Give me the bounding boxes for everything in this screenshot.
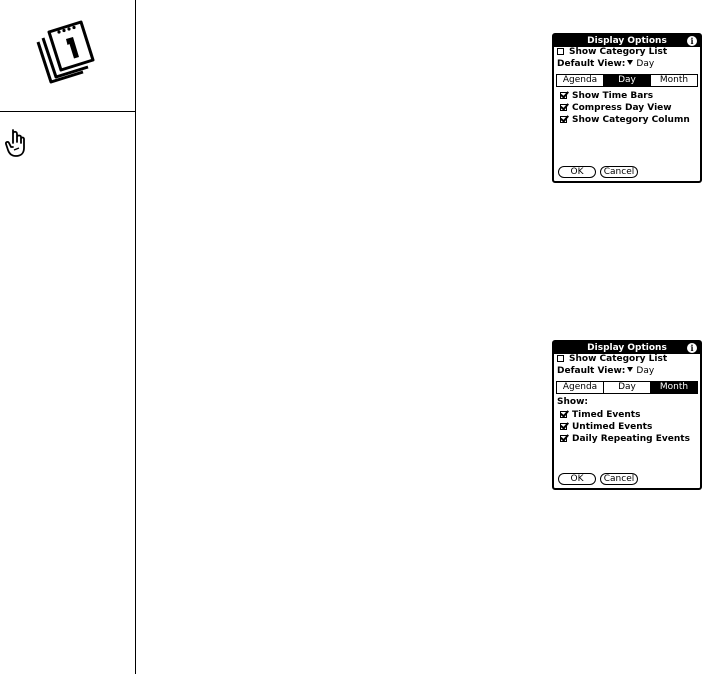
default-view-row bbox=[557, 366, 654, 377]
option-daily-repeating-events[interactable] bbox=[560, 434, 690, 445]
default-view-picker[interactable] bbox=[625, 366, 654, 376]
option-label: Show Time Bars bbox=[572, 91, 654, 101]
info-icon[interactable]: i bbox=[687, 36, 697, 46]
default-view-label: Default View: bbox=[557, 366, 626, 376]
tab-day[interactable]: Day bbox=[604, 75, 651, 86]
display-options-dialog-day bbox=[552, 33, 702, 183]
display-options-dialog-month bbox=[552, 340, 702, 490]
option-label: Daily Repeating Events bbox=[572, 434, 690, 444]
show-category-list-option[interactable] bbox=[557, 354, 667, 365]
option-compress-day-view[interactable] bbox=[560, 103, 672, 114]
show-label: Show: bbox=[557, 397, 588, 407]
tab-agenda[interactable]: Agenda bbox=[557, 382, 604, 393]
default-view-value: Day bbox=[636, 366, 655, 376]
calendar-app-icon bbox=[33, 20, 97, 92]
option-label: Timed Events bbox=[572, 410, 641, 420]
option-show-time-bars[interactable] bbox=[560, 91, 653, 102]
show-category-column-checkbox[interactable] bbox=[560, 116, 567, 123]
show-time-bars-checkbox[interactable] bbox=[560, 92, 567, 99]
tip-hand-icon bbox=[4, 128, 28, 158]
show-category-list-label: Show Category List bbox=[569, 47, 668, 57]
ok-button[interactable]: OK bbox=[558, 473, 596, 485]
info-icon[interactable]: i bbox=[687, 343, 697, 353]
daily-repeating-events-checkbox[interactable] bbox=[560, 435, 567, 442]
default-view-picker[interactable] bbox=[625, 59, 654, 69]
default-view-row bbox=[557, 59, 654, 70]
option-untimed-events[interactable] bbox=[560, 422, 652, 433]
tab-day[interactable]: Day bbox=[604, 382, 651, 393]
show-category-list-checkbox[interactable] bbox=[557, 48, 564, 55]
tab-month[interactable]: Month bbox=[651, 382, 697, 393]
dropdown-triangle-icon bbox=[627, 367, 633, 372]
show-category-list-checkbox[interactable] bbox=[557, 355, 564, 362]
cancel-button[interactable]: Cancel bbox=[600, 473, 638, 485]
option-timed-events[interactable] bbox=[560, 410, 640, 421]
show-category-list-label: Show Category List bbox=[569, 354, 668, 364]
dialog-title: Display Options bbox=[587, 36, 667, 46]
dropdown-triangle-icon bbox=[627, 60, 633, 65]
dialog-title-bar bbox=[554, 342, 700, 354]
view-tab-selector bbox=[556, 381, 698, 394]
view-tab-selector bbox=[556, 74, 698, 87]
option-label: Compress Day View bbox=[572, 103, 672, 113]
dialog-title-bar bbox=[554, 35, 700, 47]
untimed-events-checkbox[interactable] bbox=[560, 423, 567, 430]
show-category-list-option[interactable] bbox=[557, 47, 667, 58]
option-label: Show Category Column bbox=[572, 115, 690, 125]
timed-events-checkbox[interactable] bbox=[560, 411, 567, 418]
option-show-category-column[interactable] bbox=[560, 115, 690, 126]
margin-divider bbox=[0, 111, 135, 112]
dialog-title: Display Options bbox=[587, 343, 667, 353]
margin-column bbox=[0, 0, 136, 674]
cancel-button[interactable]: Cancel bbox=[600, 166, 638, 178]
ok-button[interactable]: OK bbox=[558, 166, 596, 178]
tab-month[interactable]: Month bbox=[659, 75, 689, 85]
default-view-value: Day bbox=[636, 59, 655, 69]
default-view-label: Default View: bbox=[557, 59, 626, 69]
tab-agenda[interactable]: Agenda bbox=[557, 75, 604, 86]
option-label: Untimed Events bbox=[572, 422, 653, 432]
compress-day-view-checkbox[interactable] bbox=[560, 104, 567, 111]
